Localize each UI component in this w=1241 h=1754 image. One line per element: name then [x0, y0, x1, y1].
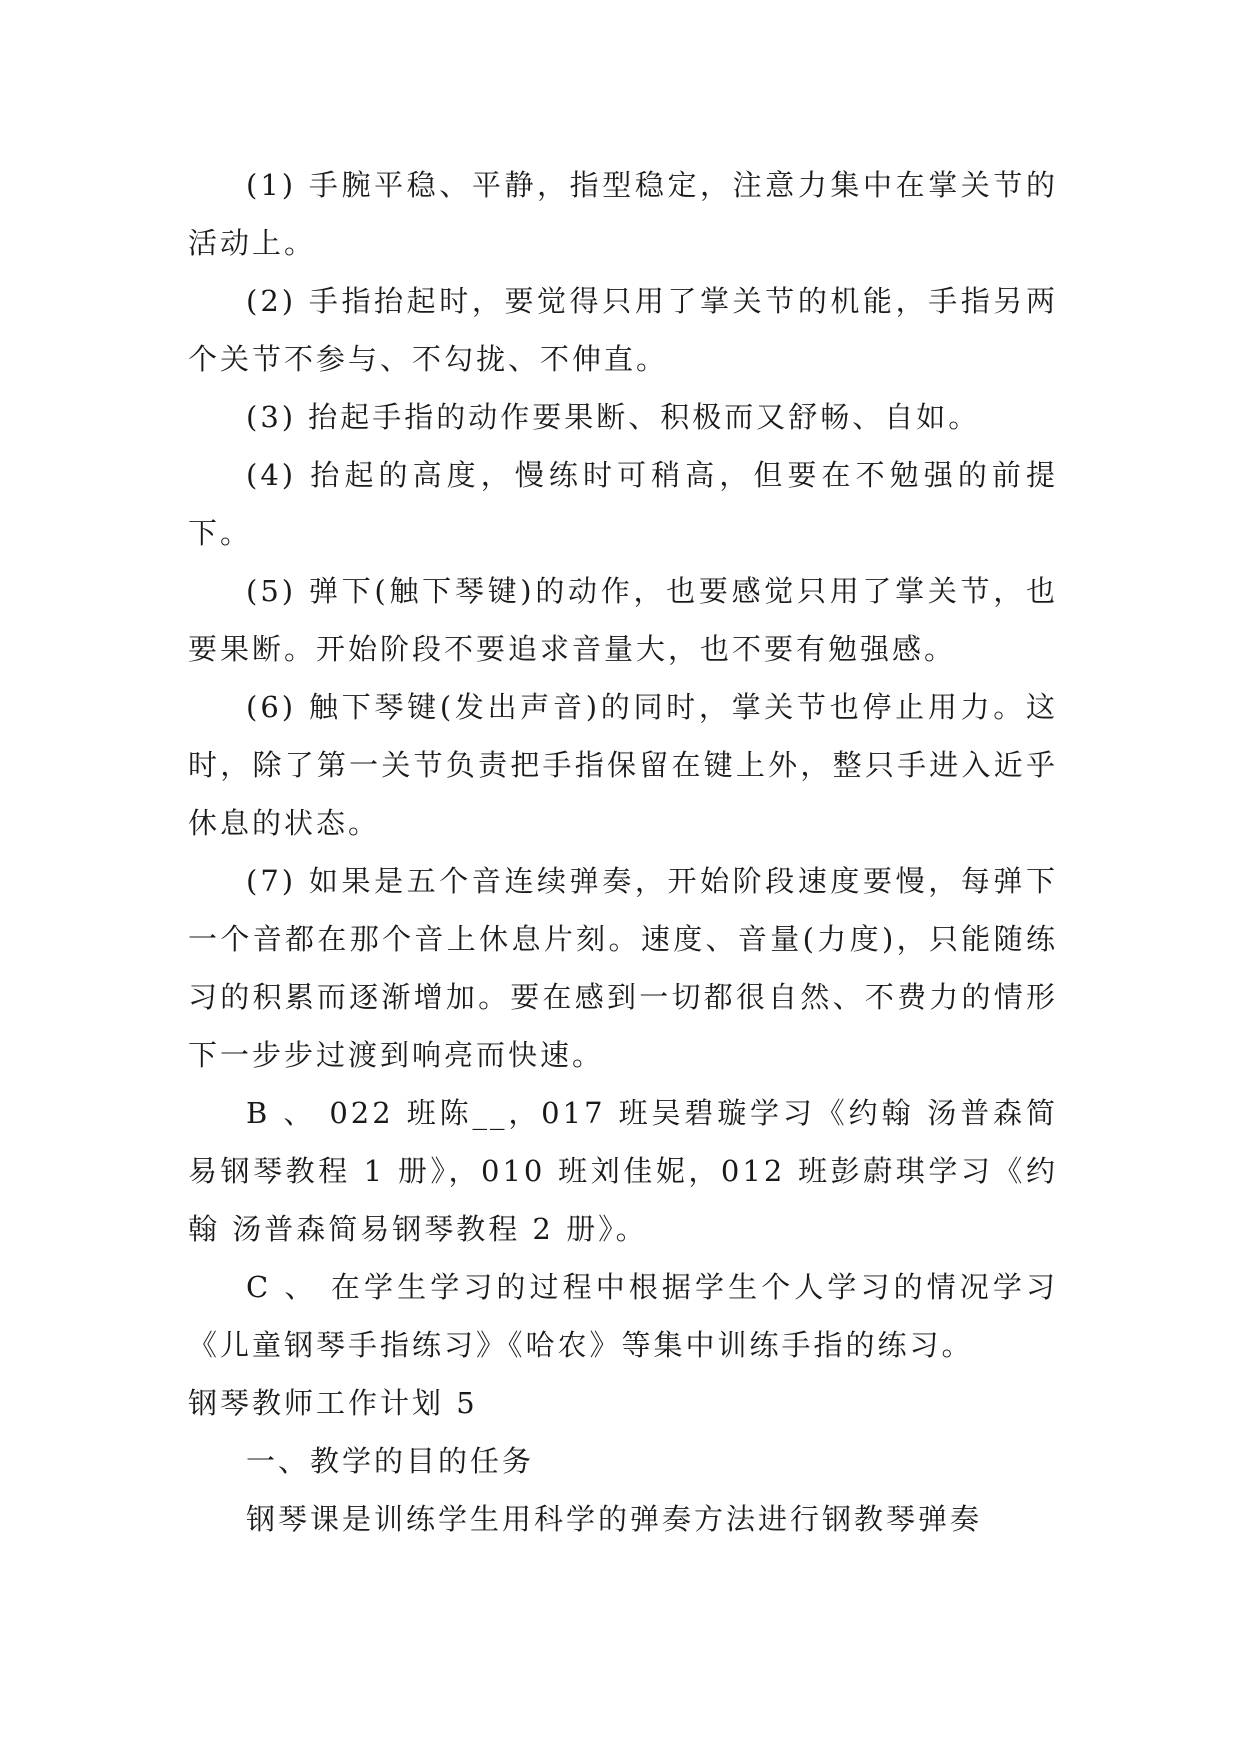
- document-body: [188, 156, 1058, 1548]
- paragraph-5: (5) 弹下(触下琴键)的动作，也要感觉只用了掌关节，也要果断。开始阶段不要追求音量大，也不要有勉强感。: [188, 574, 1058, 666]
- paragraph-7: (7) 如果是五个音连续弹奏，开始阶段速度要慢，每弹下一个音都在那个音上休息片刻。速度、音量(力度)，只能随练习的积累而逐渐增加。要在感到一切都很自然、不费力的情形下一步步过渡到响亮而快速。: [188, 864, 1058, 1072]
- paragraph-3: (3) 抬起手指的动作要果断、积极而又舒畅、自如。: [246, 400, 981, 434]
- paragraph-2: (2) 手指抬起时，要觉得只用了掌关节的机能，手指另两个关节不参与、不勾拢、不伸直。: [188, 284, 1058, 376]
- paragraph-1: (1) 手腕平稳、平静，指型稳定，注意力集中在掌关节的活动上。: [188, 168, 1058, 260]
- paragraph-last: 钢琴课是训练学生用科学的弹奏方法进行钢教琴弹奏: [246, 1502, 983, 1536]
- paragraph-4: (4) 抬起的高度，慢练时可稍高，但要在不勉强的前提下。: [188, 458, 1058, 550]
- paragraph-c: C 、 在学生学习的过程中根据学生个人学习的情况学习《儿童钢琴手指练习》《哈农》等集中训练手指的练习。: [188, 1270, 1058, 1362]
- paragraph-6: (6) 触下琴键(发出声音)的同时，掌关节也停止用力。这时，除了第一关节负责把手指保留在键上外，整只手进入近乎休息的状态。: [188, 690, 1058, 840]
- paragraph-b: B 、 022 班陈__，017 班吴碧璇学习《约翰 汤普森简易钢琴教程 1 册》，010 班刘佳妮，012 班彭蔚琪学习《约翰 汤普森简易钢琴教程 2 册》。: [188, 1096, 1058, 1246]
- subheading: 一、教学的目的任务: [246, 1444, 535, 1478]
- section-title: 钢琴教师工作计划 5: [188, 1386, 478, 1420]
